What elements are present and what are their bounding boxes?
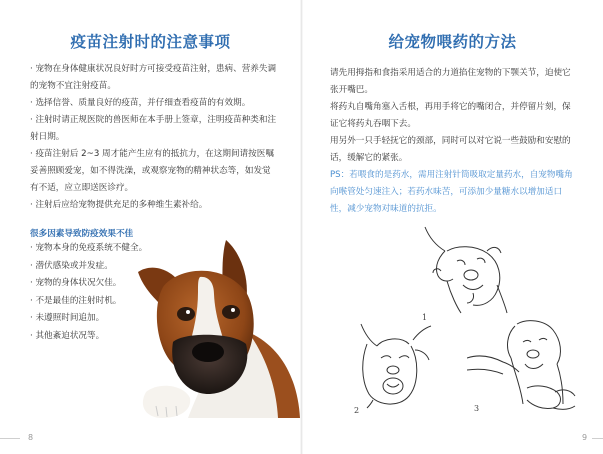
note-paragraph: · 疫苗注射后 2~3 周才能产生应有的抵抗力，在这期间请按医嘱妥善照顾爱宠，如不得洗澡，或观察宠物的精神状态等，如发觉有不适，应立即送医诊疗。: [30, 149, 274, 193]
list-item: · 潜伏感染或并发症。: [30, 260, 113, 271]
list-item: · 其他紊迫状况等。: [30, 330, 105, 341]
list-item: · 不是最佳的注射时机。: [30, 295, 122, 306]
page-rule: [0, 438, 20, 439]
feeding-instructions: [330, 65, 576, 218]
right-page-title: 给宠物喂药的方法: [388, 32, 517, 51]
instruction-paragraph: 将药丸自嘴角塞入舌根，再用手将它的嘴闭合，并停留片刻，保证它将药丸吞咽下去。: [330, 102, 571, 129]
factors-subtitle: 很多因素导致防疫效果不佳: [30, 229, 134, 239]
instruction-paragraph: 用另外一只手轻抚它的颈部，同时可以对它说一些鼓励和安慰的话，缓解它的紧张。: [330, 136, 571, 163]
page-number: 9: [582, 433, 588, 442]
left-page-title: 疫苗注射时的注意事项: [70, 32, 231, 51]
note-paragraph: · 注射时请正规医院的兽医师在本手册上签章，注明疫苗种类和注射日期。: [30, 115, 277, 142]
note-paragraph: · 宠物在身体健康状况良好时方可接受疫苗注射，患病、营养失调的宠物不宜注射疫苗。: [30, 64, 277, 91]
left-page: [0, 0, 301, 454]
list-item: · 宠物的身体状况欠佳。: [30, 278, 122, 288]
right-page: [302, 0, 603, 454]
figure-label: 2: [354, 406, 360, 415]
list-item: · 宠物本身的免疫系统不健全。: [30, 243, 148, 253]
figure-label: 3: [474, 404, 480, 413]
feeding-step-2-illustration: [347, 320, 432, 410]
vaccine-notes: [30, 61, 278, 214]
page-number: 8: [28, 433, 34, 442]
page-rule: [592, 438, 603, 439]
note-paragraph: · 选择信誉、质量良好的疫苗，并仔细查看疫苗的有效期。: [30, 98, 251, 108]
feeding-step-1-illustration: [417, 225, 512, 315]
note-paragraph: · 注射后应给宠物提供充足的多种维生素补给。: [30, 200, 208, 210]
instruction-paragraph: 请先用拇指和食指采用适合的力道掐住宠物的下颚关节，迫使它张开嘴巴。: [330, 68, 571, 95]
list-item: · 未遵照时间追加。: [30, 313, 105, 323]
feeding-step-3-illustration: [467, 318, 577, 413]
boxer-dog-photo: [128, 232, 300, 418]
figure-label: 1: [422, 313, 428, 322]
ps-note: PS：若喂食的是药水，需用注射针筒吸取定量药水，自宠物嘴角向喉管处匀速注入；若药水味苦，可添加少量糖水以增加适口性，减少宠物对味道的抗拒。: [330, 170, 573, 214]
